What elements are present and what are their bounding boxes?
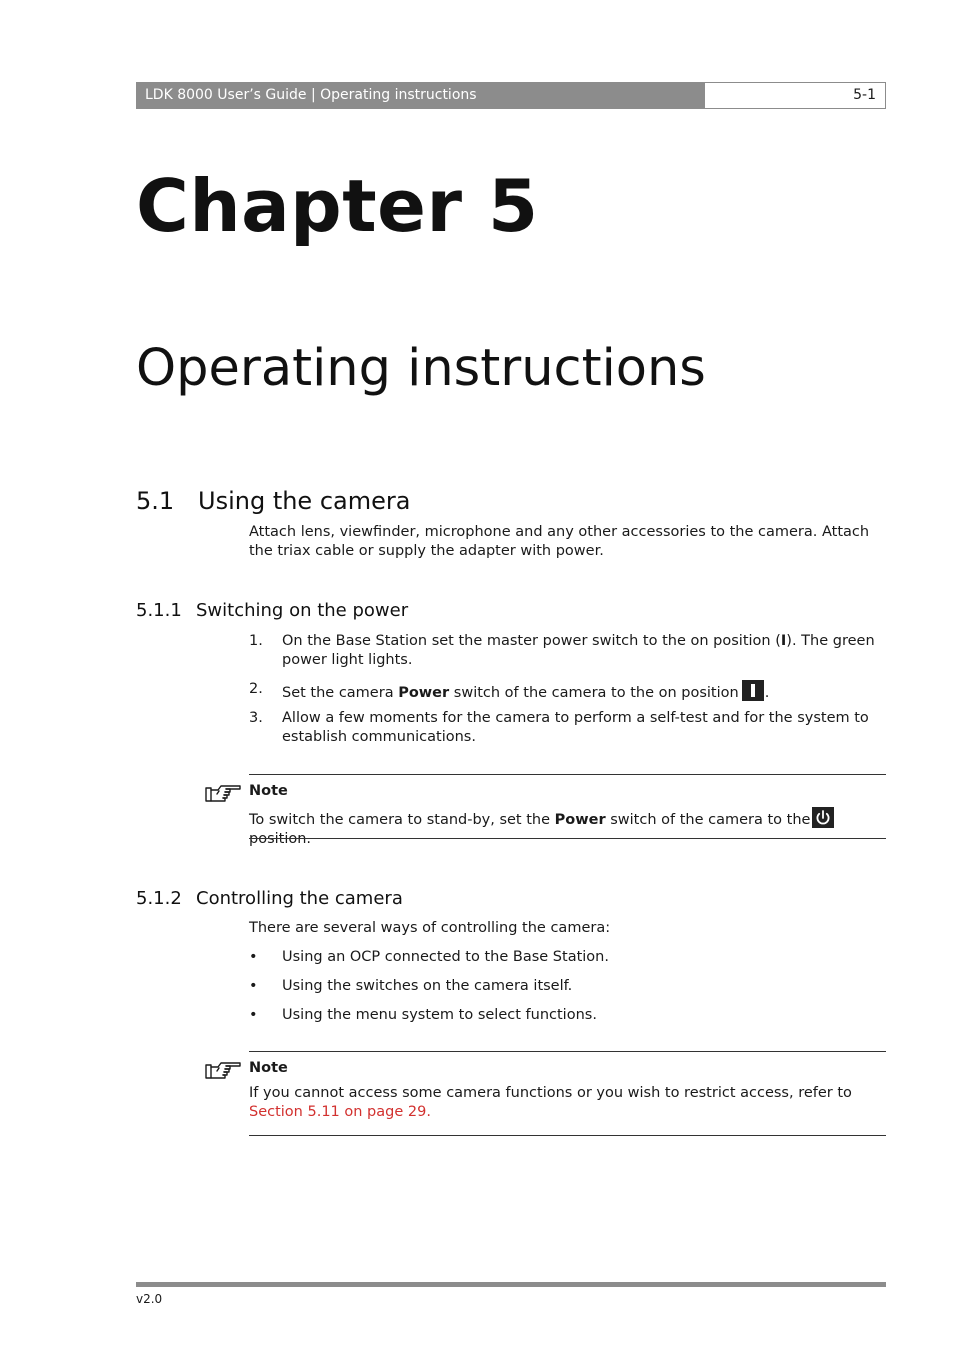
section-5-11-link[interactable] [249, 1104, 431, 1120]
section-5-1-2-intro: There are several ways of controlling the camera: [249, 920, 611, 936]
note-text-part: position. [249, 831, 312, 847]
note-2-text [249, 1084, 889, 1122]
section-5-1-title: Using the camera [198, 487, 411, 515]
section-5-1-number: 5.1 [136, 487, 175, 515]
section-5-1-2-title: Controlling the camera [196, 888, 403, 909]
step-1-text-part: ). The green power light lights. [282, 633, 875, 668]
note-2-label: Note [249, 1060, 288, 1076]
note-text [249, 807, 889, 849]
note-bold: Power [554, 812, 606, 828]
step-1-marker: 1. [249, 633, 263, 649]
section-5-1-paragraph: Attach lens, viewfinder, microphone and any other accessories to the camera. Attach the triax cable or supply the adapter with power. [249, 524, 870, 559]
note-top-rule [249, 774, 886, 775]
note-2-text-part: If you cannot access some camera functions or you wish to restrict access, refer to [249, 1085, 852, 1101]
step-1-text [282, 632, 888, 670]
bullet-marker: • [249, 1007, 258, 1023]
section-5-11-link-label[interactable]: Section 5.11 on page 29 [249, 1104, 427, 1120]
section-5-1-2-number: 5.1.2 [136, 888, 182, 909]
section-5-11-link-suffix[interactable]: . [426, 1104, 431, 1120]
chapter-title: Operating instructions [136, 339, 706, 398]
bullet-item-2: Using the switches on the camera itself. [282, 978, 573, 994]
note-text-part: switch of the camera to the [605, 812, 811, 828]
standby-symbol-icon [812, 807, 834, 828]
note-label: Note [249, 783, 288, 799]
bullet-marker: • [249, 978, 258, 994]
step-1-bold: I [780, 633, 787, 649]
power-on-symbol-icon [742, 680, 764, 701]
footer-rule [136, 1282, 886, 1287]
step-3-marker: 3. [249, 710, 263, 726]
note-text-part: To switch the camera to stand-by, set the [249, 812, 555, 828]
pointing-hand-icon [204, 1059, 242, 1081]
note-2-top-rule [249, 1051, 886, 1052]
section-5-1-1-number: 5.1.1 [136, 600, 182, 621]
chapter-label: Chapter 5 [136, 164, 539, 248]
step-3-text: Allow a few moments for the camera to perform a self-test and for the system to establish communications. [282, 710, 869, 745]
bullet-item-3: Using the menu system to select functions. [282, 1007, 597, 1023]
section-5-1-1-title: Switching on the power [196, 600, 409, 621]
step-2-bold: Power [398, 685, 450, 701]
running-header-title: LDK 8000 User’s Guide | Operating instructions [136, 82, 704, 109]
footer-version: v2.0 [136, 1292, 163, 1306]
step-1-text-part: On the Base Station set the master power switch to the on position ( [282, 633, 781, 649]
step-2-text-part: Set the camera [282, 685, 399, 701]
pointing-hand-icon [204, 782, 242, 804]
step-2-text [282, 680, 888, 703]
note-2-bottom-rule [249, 1135, 886, 1136]
step-2-text-part: switch of the camera to the on position [449, 685, 739, 701]
step-2-marker: 2. [249, 681, 263, 697]
bullet-marker: • [249, 949, 258, 965]
running-header-page-number: 5-1 [704, 82, 886, 109]
step-2-text-part: . [764, 685, 770, 701]
note-bottom-rule [249, 838, 886, 839]
bullet-item-1: Using an OCP connected to the Base Station. [282, 949, 609, 965]
